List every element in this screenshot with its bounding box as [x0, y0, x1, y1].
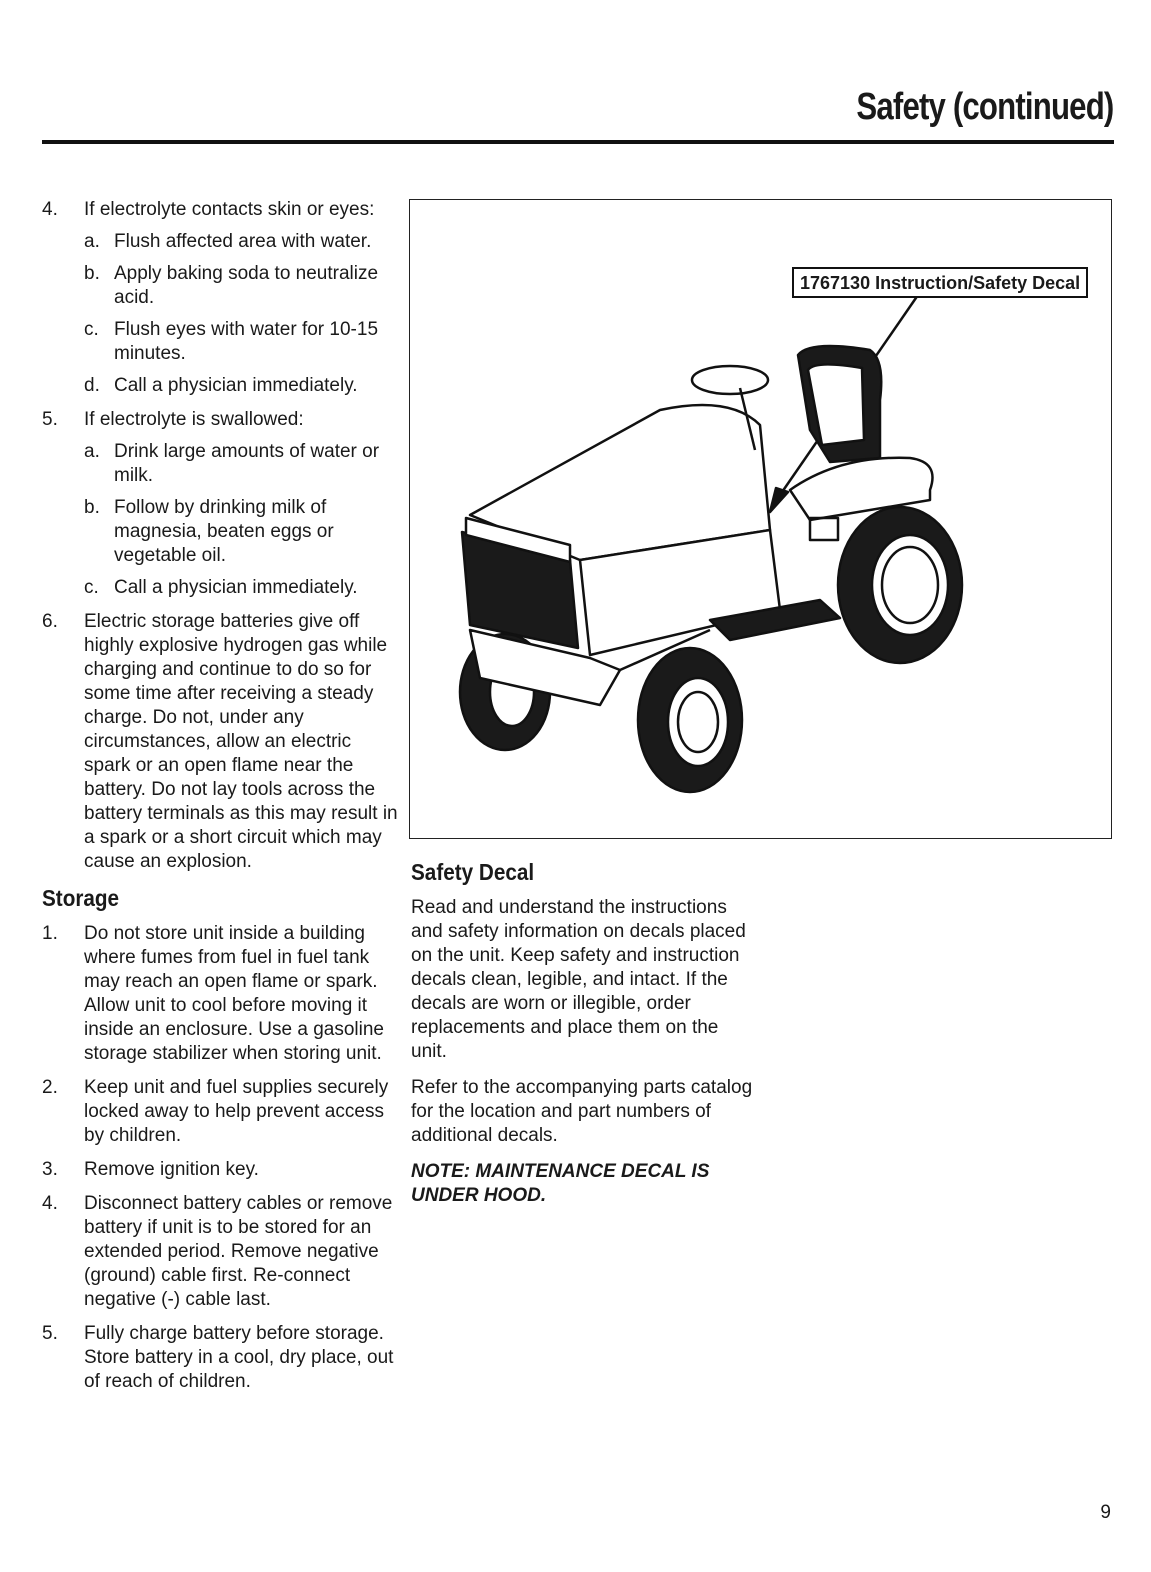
sub-list-item: [84, 230, 402, 254]
sub-item-text: Call a physician immediately.: [114, 577, 358, 598]
right-column: [411, 860, 756, 1220]
sub-item-letter: a.: [84, 231, 100, 252]
item-number: 5.: [42, 409, 58, 430]
safety-decal-heading: Safety Decal: [411, 859, 535, 885]
rear-wheel-rim: [872, 535, 948, 635]
sub-list-item: [84, 496, 402, 568]
list-item: [42, 922, 402, 1066]
item-number: 4.: [42, 199, 58, 220]
list-item: [42, 408, 402, 600]
parts-catalog-paragraph: Refer to the accompanying parts catalog for the location and part numbers of additional decals.: [411, 1077, 753, 1146]
sub-item-text: Flush affected area with water.: [114, 231, 372, 252]
page-title: Safety (continued): [855, 86, 1113, 128]
rear-light: [810, 518, 838, 540]
steering-wheel: [692, 366, 768, 394]
sub-item-text: Follow by drinking milk of magnesia, beaten eggs or vegetable oil.: [114, 497, 334, 566]
item-text: If electrolyte is swallowed:: [84, 409, 304, 430]
sub-list-item: [84, 440, 402, 488]
item-text: Fully charge battery before storage. Store battery in a cool, dry place, out of reach of children.: [84, 1323, 394, 1392]
item-text: Disconnect battery cables or remove battery if unit is to be stored for an extended period. Remove negative (ground) cable first. Re-connect negative (-) cable last.: [84, 1193, 393, 1310]
item-number: 3.: [42, 1159, 58, 1180]
item-number: 5.: [42, 1323, 58, 1344]
storage-heading: Storage: [42, 885, 120, 911]
list-item: [42, 1158, 402, 1182]
sub-item-letter: a.: [84, 441, 100, 462]
list-item: [42, 610, 402, 874]
sub-item-text: Drink large amounts of water or milk.: [114, 441, 380, 486]
sub-item-text: Flush eyes with water for 10-15 minutes.: [114, 319, 379, 364]
item-text: Remove ignition key.: [84, 1159, 259, 1180]
left-column: [42, 198, 402, 1404]
sub-item-letter: b.: [84, 263, 100, 284]
item-number: 2.: [42, 1077, 58, 1098]
sub-list-item: [84, 374, 402, 398]
sub-list-item: [84, 318, 402, 366]
list-item: [42, 1192, 402, 1312]
item-number: 4.: [42, 1193, 58, 1214]
sub-list-item: [84, 262, 402, 310]
sub-list-item: [84, 576, 402, 600]
page-number: 9: [1100, 1502, 1111, 1523]
sub-item-text: Apply baking soda to neutralize acid.: [114, 263, 379, 308]
tractor-figure: [409, 199, 1112, 839]
list-item: [42, 198, 402, 398]
item-number: 1.: [42, 923, 58, 944]
item-text: Do not store unit inside a building where fumes from fuel in fuel tank may reach an open flame or spark. Allow unit to cool before moving it inside an enclosure. Use a gasoline storage stabilizer when storing unit.: [84, 923, 384, 1064]
header-rule: [42, 140, 1114, 144]
callout-arrow-head: [770, 488, 788, 512]
sub-item-text: Call a physician immediately.: [114, 375, 358, 396]
list-item: [42, 1076, 402, 1148]
sub-item-letter: c.: [84, 319, 99, 340]
item-text: Keep unit and fuel supplies securely locked away to help prevent access by children.: [84, 1077, 389, 1146]
item-text: If electrolyte contacts skin or eyes:: [84, 199, 375, 220]
item-number: 6.: [42, 611, 58, 632]
sub-item-letter: b.: [84, 497, 100, 518]
safety-decal-paragraph: Read and understand the instructions and safety information on decals placed on the unit. Keep safety and instruction decals clean, legible, and intact. If the decals are worn or illegible, order replacements and place them on the unit.: [411, 897, 746, 1062]
maintenance-note: NOTE: MAINTENANCE DECAL IS UNDER HOOD.: [411, 1161, 710, 1206]
decal-callout-label: 1767130 Instruction/Safety Decal: [792, 267, 1088, 298]
item-text: Electric storage batteries give off highly explosive hydrogen gas while charging and continue to do so for some time after receiving a steady charge. Do not, under any circumstances, allow an electric spark or an open flame near the battery. Do not lay tools across the battery terminals as this may result in a spark or a short circuit which may cause an explosion.: [84, 611, 398, 872]
sub-item-letter: c.: [84, 577, 99, 598]
list-item: [42, 1322, 402, 1394]
sub-item-letter: d.: [84, 375, 100, 396]
